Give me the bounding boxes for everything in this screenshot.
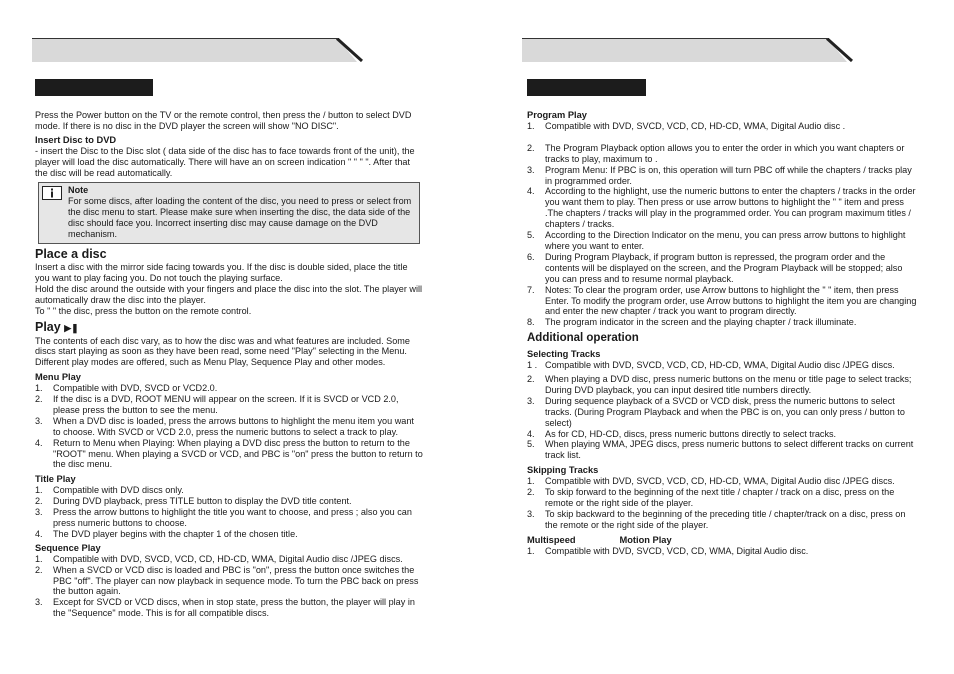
list-item: 3. Press the arrow buttons to highlight the title you want to choose, and press ; also you can press numeric buttons to choose. xyxy=(35,507,412,528)
header-bar xyxy=(522,38,872,62)
note-text: For some discs, after loading the content of the disc, you need to press or select from the disc menu to start. Please make sure when inserting the disc, the data side of the disc should face you. Incorrect inserting disc may cause damage on the DVD mechanism. xyxy=(68,196,412,240)
sequence-play-heading: Sequence Play xyxy=(35,542,101,553)
list-item: 2. If the disc is a DVD, ROOT MENU will appear on the screen. If it is SVCD or VCD 2.0, please press the button to see the menu. xyxy=(35,394,399,415)
list-item: 1. Compatible with DVD, SVCD, VCD, CD, HD-CD, WMA, Digital Audio disc /JPEG discs. xyxy=(35,553,403,564)
selecting-tracks-list xyxy=(527,360,917,461)
list-item: 1. Compatible with DVD, SVCD, VCD, CD, HD-CD, WMA, Digital Audio disc /JPEG discs. xyxy=(527,476,895,487)
note-box xyxy=(38,182,420,244)
list-item: 2. When a SVCD or VCD disc is loaded and PBC is "on", press the button once switches the PBC "off". The player can now playback in sequence mode. To turn the PBC back on press the button again. xyxy=(35,564,419,597)
list-item: 7. Notes: To clear the program order, use Arrow buttons to highlight the " " item, then press Enter. To modify the program order, use Arrow buttons to highlight the item you are changing and enter the new chapter / track you want to program directly. xyxy=(527,284,917,317)
play-pause-icon: ▶❚ xyxy=(64,322,79,333)
play-text: The contents of each disc vary, as to how the disc was and what features are included. Some discs start playing as soon as they have been read, some need "Play" selecting in the Menu. Different play modes are offered, such as Menu Play, Sequence Play and other modes. xyxy=(35,335,410,368)
list-item: 1. Compatible with DVD, SVCD or VCD2.0. xyxy=(35,383,218,394)
list-item: 1. Compatible with DVD, SVCD, VCD, CD, HD-CD, WMA, Digital Audio disc . xyxy=(527,120,846,131)
list-item: 3. Program Menu: If PBC is on, this operation will turn PBC off while the chapters / tracks play in programmed order. xyxy=(527,164,912,186)
skipping-tracks-list xyxy=(527,476,917,531)
header-bar xyxy=(32,38,382,62)
left-page xyxy=(32,0,472,674)
list-item: 3. Except for SVCD or VCD discs, when in stop state, press the button, the player will play in the "Sequence" mode. This is for all compatible discs. xyxy=(35,597,415,619)
title-play-heading: Title Play xyxy=(35,474,76,485)
list-item: 1. Compatible with DVD, SVCD, VCD, CD, WMA, Digital Audio disc. xyxy=(527,545,809,556)
multispeed-list xyxy=(527,546,917,557)
list-item: 1. Compatible with DVD discs only. xyxy=(35,485,184,496)
selecting-tracks-heading: Selecting Tracks xyxy=(527,349,601,360)
additional-operation-heading: Additional operation xyxy=(527,332,639,345)
insert-disc-heading: Insert Disc to DVD xyxy=(35,134,117,145)
place-disc-text-2: Hold the disc around the outside with your fingers and place the disc into the slot. The player will automatically draw the disc into the player. xyxy=(35,283,423,305)
info-icon xyxy=(42,186,62,200)
list-item: 4. The DVD player begins with the chapter 1 of the chosen title. xyxy=(35,528,298,539)
list-item: 8. The program indicator in the screen and the playing chapter / track illuminate. xyxy=(527,317,857,328)
list-item: 2. To skip forward to the beginning of the next title / chapter / track on a disc, press on the remote or the right side of the player. xyxy=(527,487,895,508)
play-heading-label: Play xyxy=(35,319,61,334)
place-disc-text-3: To " " the disc, press the button on the remote control. xyxy=(35,305,252,316)
sequence-play-list xyxy=(35,554,423,619)
menu-play-list xyxy=(35,383,423,470)
section-tab xyxy=(35,79,153,96)
list-item: 1 . Compatible with DVD, SVCD, VCD, CD, HD-CD, WMA, Digital Audio disc /JPEG discs. xyxy=(527,360,895,371)
insert-disc-text: - insert the Disc to the Disc slot ( data side of the disc has to face towards front of the unit), the player will load the disc automatically. There will have an on screen indication " " " ". After that the disc will be read automatically. xyxy=(35,145,415,178)
list-item: 2. During DVD playback, press TITLE button to display the DVD title content. xyxy=(35,496,352,507)
skipping-tracks-heading: Skipping Tracks xyxy=(527,465,599,476)
list-item: 3. During sequence playback of a SVCD or VCD disk, press the numeric buttons to select tracks. (During Program Playback and when the PBC is on, you can only press / button to select) xyxy=(527,395,905,428)
list-item: 2. When playing a DVD disc, press numeric buttons on the menu or title page to select tracks; During DVD playback, you can input desired title numbers directly. xyxy=(527,374,912,395)
list-item: 6. During Program Playback, if program button is repressed, the program order and the contents will be displayed on the screen, and the Program Playback will be stopped; also you can press and to resume normal playback. xyxy=(527,251,903,284)
intro-text: Press the Power button on the TV or the remote control, then press the / button to select DVD mode. If there is no disc in the DVD player the screen will show "NO DISC". xyxy=(35,110,412,131)
multispeed-heading: Multispeed Motion Play xyxy=(527,534,672,545)
note-title: Note xyxy=(68,185,89,196)
list-item: 3. When a DVD disc is loaded, press the arrows buttons to highlight the menu item you want to choose. With SVCD or VCD 2.0, press the numeric buttons to select a track to play. xyxy=(35,415,414,437)
section-tab xyxy=(527,79,646,96)
place-disc-heading: Place a disc xyxy=(35,246,107,261)
list-item: 4. According to the highlight, use the numeric buttons to enter the chapters / tracks in the order you want them to play. Then press or use arrow buttons to highlight the " " item and press .The chapters / tracks will play in the programmed order. You can program maximum titles / chapters / tracks. xyxy=(527,186,916,230)
list-item: 4. As for CD, HD-CD, discs, press numeric buttons directly to select tracks. xyxy=(527,428,837,439)
title-play-list xyxy=(35,485,423,540)
list-item: 3. To skip backward to the beginning of the preceding title / chapter/track on a disc, press on the remote or the right side of the player. xyxy=(527,508,906,530)
list-item: 4. Return to Menu when Playing: When playing a DVD disc press the button to return to the "ROOT" menu. When playing a SVCD or VCD, and PBC is "on" press the button to return to the disc menu. xyxy=(35,437,423,470)
place-disc-text: Insert a disc with the mirror side facing towards you. If the disc is double sided, place the title you want to play facing you. Do not touch the playing surface. xyxy=(35,261,408,283)
list-item: 5. When playing WMA, JPEG discs, press numeric buttons to select different tracks on current track list. xyxy=(527,439,914,461)
program-play-list xyxy=(527,121,917,328)
list-item: 5. According to the Direction Indicator on the menu, you can press arrow buttons to highlight where you want to enter. xyxy=(527,230,906,251)
play-heading xyxy=(35,320,423,336)
right-page xyxy=(522,0,954,674)
program-play-heading: Program Play xyxy=(527,110,587,120)
list-item: 2. The Program Playback option allows you to enter the order in which you want chapters or tracks to play, maximum to . xyxy=(527,142,905,164)
menu-play-heading: Menu Play xyxy=(35,372,81,383)
